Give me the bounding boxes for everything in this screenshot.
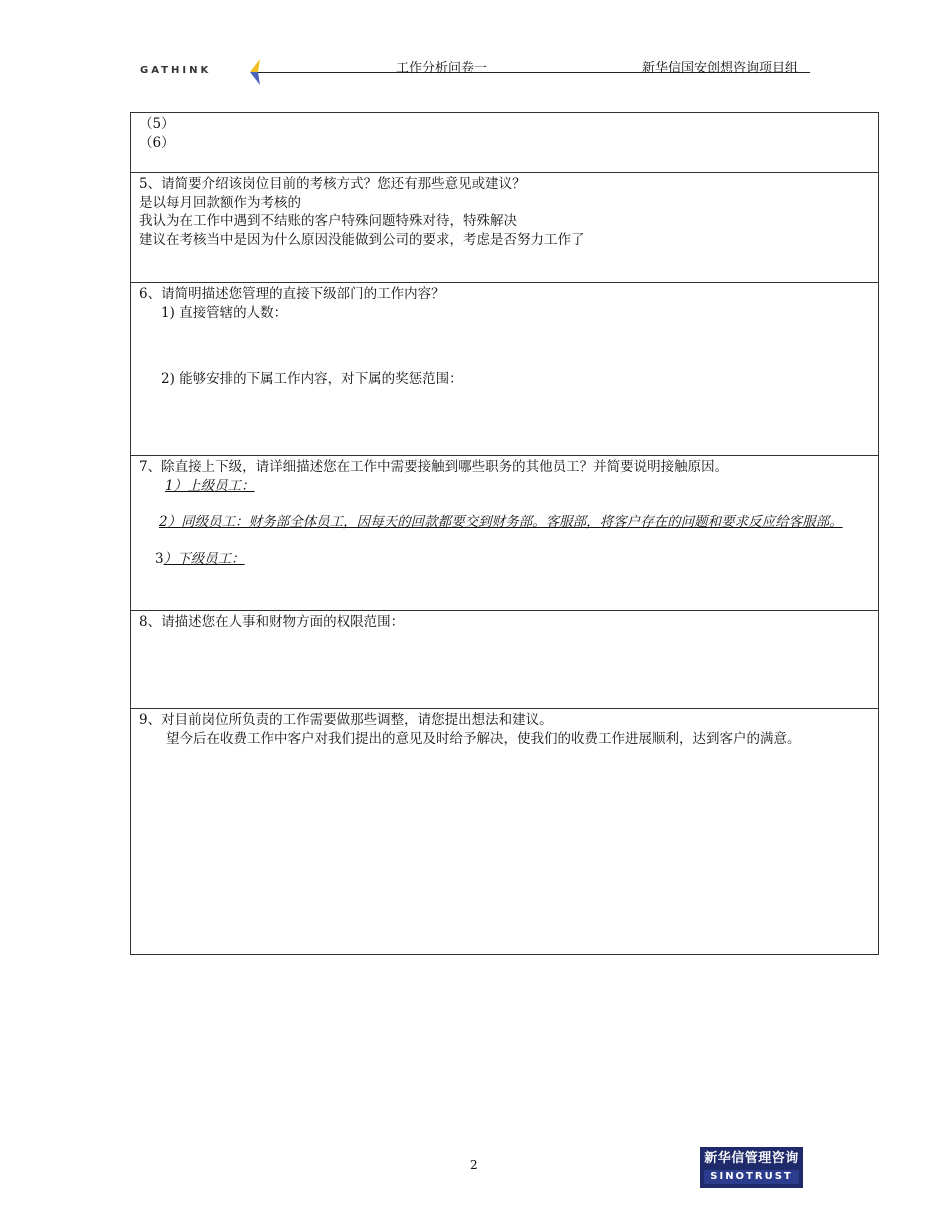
- question-9: 9、对目前岗位所负责的工作需要做那些调整，请您提出想法和建议。: [139, 712, 553, 728]
- section-8: [131, 611, 879, 709]
- section-9: [131, 709, 879, 955]
- subquestion: 1）上级员工：: [165, 477, 255, 494]
- question-8: 8、请描述您在人事和财物方面的权限范围：: [139, 614, 405, 630]
- subquestion: 2) 能够安排的下属工作内容，对下属的奖惩范围：: [161, 371, 463, 387]
- list-item: （5）: [139, 116, 175, 132]
- list-item: （6）: [139, 134, 175, 151]
- question-7: 7、除直接上下级，请详细描述您在工作中需要接触到哪些职务的其他员工？并简要说明接触原因。: [139, 459, 729, 475]
- section-6: [131, 283, 879, 456]
- section-5: [131, 173, 879, 283]
- logo-text-en: SINOTRUST: [704, 1170, 799, 1184]
- answer-line: 建议在考核当中是因为什么原因没能做到公司的要求，考虑是否努力工作了: [139, 231, 585, 248]
- section-7: [131, 456, 879, 611]
- page-header: [140, 55, 810, 85]
- subquestion: ）下级员工：: [163, 550, 245, 567]
- answer-line: 是以每月回款额作为考核的: [139, 194, 301, 211]
- answer-paragraph: 2）同级员工：财务部全体员工，因每天的回款都要交到财务部。客服部，将客户存在的问题和要求反应给客服部。: [159, 514, 843, 530]
- logo-text-cn: 新华信管理咨询: [704, 1151, 799, 1166]
- gathink-logo-text: GATHINK: [140, 65, 212, 76]
- page-number: 2: [470, 1158, 478, 1172]
- subquestion: 1) 直接管辖的人数：: [161, 304, 288, 321]
- subquestion-number: 3: [155, 550, 164, 567]
- question-6: 6、请简明描述您管理的直接下级部门的工作内容？: [139, 286, 445, 302]
- questionnaire-table: [130, 112, 879, 955]
- answer-line: 我认为在工作中遇到不结账的客户特殊问题特殊对待，特殊解决: [139, 213, 517, 229]
- document-title: 工作分析问卷一: [396, 61, 488, 76]
- sinotrust-logo: [700, 1147, 803, 1188]
- question-5: 5、请简要介绍该岗位目前的考核方式？您还有那些意见或建议？: [139, 176, 526, 192]
- answer-paragraph: 望今后在收费工作中客户对我们提出的意见及时给予解决，使我们的收费工作进展顺利，达到客户的满意。: [166, 730, 801, 747]
- section-4-continued: [131, 113, 879, 173]
- organization-name: 新华信国安创想咨询项目组: [642, 61, 799, 76]
